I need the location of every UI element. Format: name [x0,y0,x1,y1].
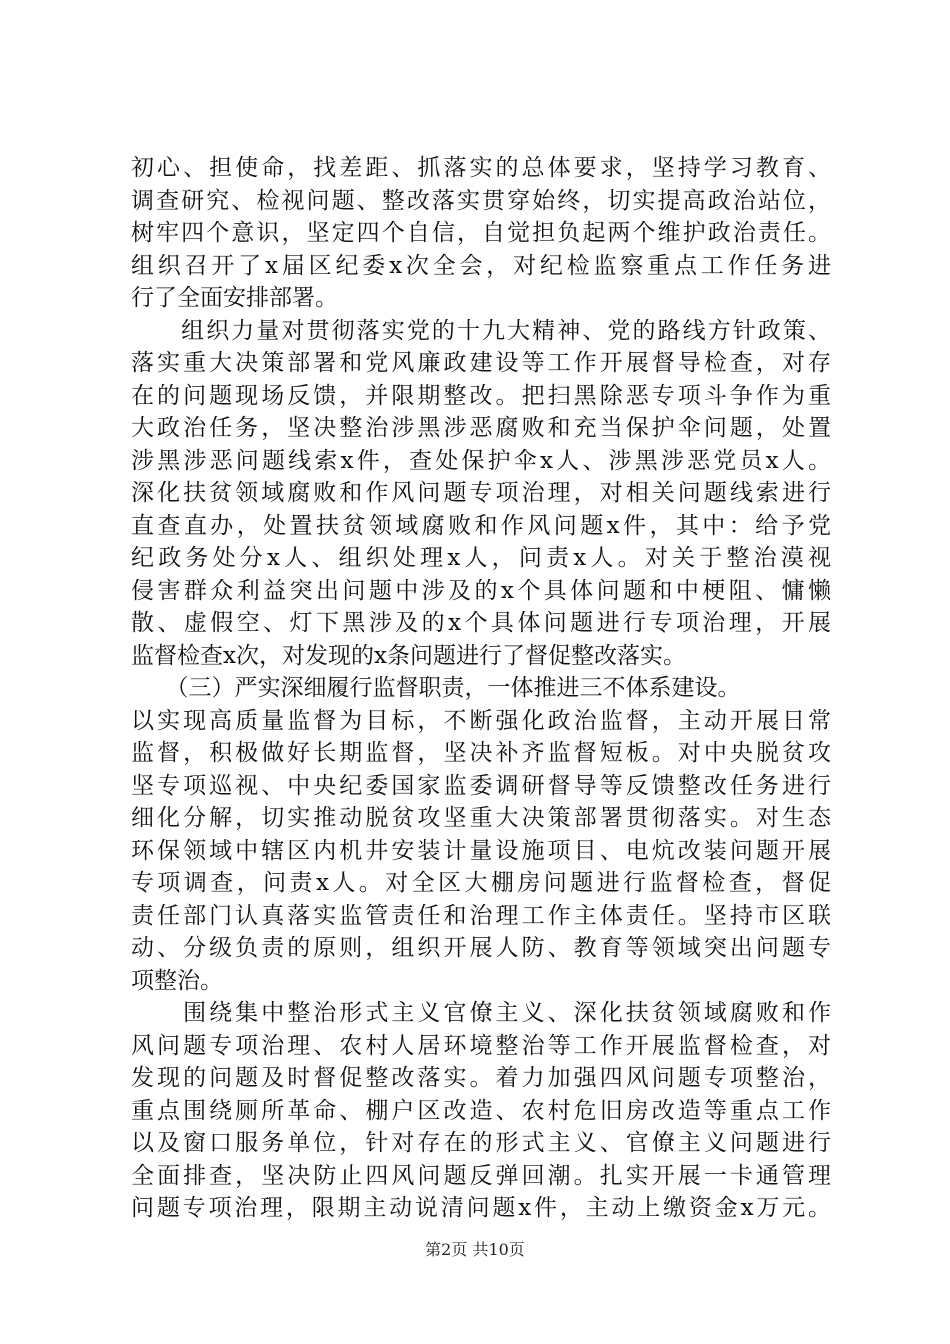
text-line: 坚专项巡视、中央纪委国家监委调研督导等反馈整改任务进行 [131,772,831,799]
text-line: 监督检查x次，对发现的x条问题进行了督促整改落实。 [131,642,686,669]
text-line: 全面排查，坚决防止四风问题反弹回潮。扎实开展一卡通管理 [131,1162,831,1189]
text-line: 监督，积极做好长期监督，坚决补齐监督短板。对中央脱贫攻 [131,740,831,766]
text-line: 行了全面安排部署。 [131,285,338,311]
text-line: 以及窗口服务单位，针对存在的形式主义、官僚主义问题进行 [131,1130,831,1156]
text-line: 责任部门认真落实监管责任和治理工作主体责任。坚持市区联 [131,902,831,929]
text-line: 组织力量对贯彻落实党的十九大精神、党的路线方针政策、 [131,317,831,344]
text-line: （三）严实深细履行监督职责，一体推进三不体系建设。 [131,675,741,701]
text-line: 初心、担使命，找差距、抓落实的总体要求，坚持学习教育、 [131,155,831,181]
text-line: 发现的问题及时督促整改落实。着力加强四风问题专项整治， [131,1065,831,1091]
text-line: 围绕集中整治形式主义官僚主义、深化扶贫领域腐败和作 [131,1000,831,1026]
text-line: 调查研究、检视问题、整改落实贯穿始终，切实提高政治站位， [131,187,831,214]
text-line: 问题专项治理，限期主动说清问题x件，主动上缴资金x万元。 [131,1195,831,1221]
text-line: 深化扶贫领域腐败和作风问题专项治理，对相关问题线索进行 [131,480,831,506]
text-line: 直查直办，处置扶贫领域腐败和作风问题x件，其中：给予党 [131,512,831,539]
text-line: 风问题专项治理、农村人居环境整治等工作开展监督检查，对 [131,1032,831,1059]
text-line: 在的问题现场反馈，并限期整改。把扫黑除恶专项斗争作为重 [131,382,831,409]
text-line: 细化分解，切实推动脱贫攻坚重大决策部署贯彻落实。对生态 [131,805,831,831]
text-line: 纪政务处分x人、组织处理x人，问责x人。对关于整治漠视 [131,545,831,571]
text-line: 项整治。 [131,967,223,994]
text-line: 大政治任务，坚决整治涉黑涉恶腐败和充当保护伞问题，处置 [131,415,831,441]
text-line: 重点围绕厕所革命、棚户区改造、农村危旧房改造等重点工作 [131,1097,831,1124]
text-line: 环保领域中辖区内机井安装计量设施项目、电炕改装问题开展 [131,837,831,864]
text-line: 专项调查，问责x人。对全区大棚房问题进行监督检查，督促 [131,870,831,896]
text-line: 散、虚假空、灯下黑涉及的x个具体问题进行专项治理，开展 [131,610,831,636]
text-line: 涉黑涉恶问题线索x件，查处保护伞x人、涉黑涉恶党员x人。 [131,447,831,474]
page-footer: 第2页 共10页 [425,1240,525,1259]
text-line: 侵害群众利益突出问题中涉及的x个具体问题和中梗阻、慵懒 [131,577,831,604]
text-line: 以实现高质量监督为目标，不断强化政治监督，主动开展日常 [131,707,831,734]
document-body [131,152,831,1225]
text-line: 动、分级负责的原则，组织开展人防、教育等领域突出问题专 [131,935,831,961]
text-line: 组织召开了x届区纪委x次全会，对纪检监察重点工作任务进 [131,252,831,279]
text-line: 落实重大决策部署和党风廉政建设等工作开展督导检查，对存 [131,350,831,376]
text-line: 树牢四个意识，坚定四个自信，自觉担负起两个维护政治责任。 [131,220,831,246]
